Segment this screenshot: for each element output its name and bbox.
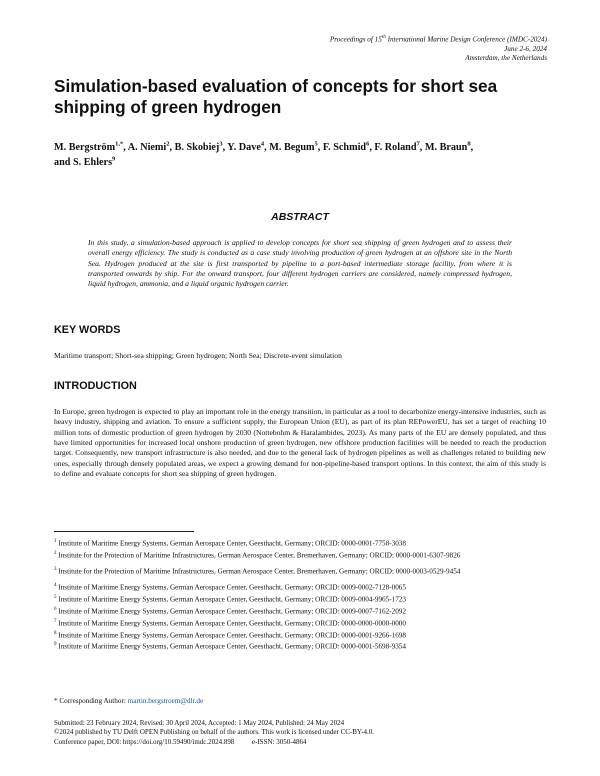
doi-row xyxy=(54,738,546,747)
author: B. Skobiej$^3$, xyxy=(174,140,228,153)
author: M. Bergström$^{1,*}$, xyxy=(54,140,128,153)
author: A. Niemi$^2$, xyxy=(127,140,175,153)
footnote: $^1$ Institute of Maritime Energy Systems, German Aerospace Center, Geesthacht, Germany; ORCID: 0000-0001-7758-3038 xyxy=(54,539,406,548)
author: M. Begum$^5$, xyxy=(269,140,323,153)
author: and S. Ehlers$^9$ xyxy=(54,155,116,168)
conference-location: Amsterdam, the Netherlands xyxy=(465,53,547,62)
footnote-divider xyxy=(54,531,194,532)
abstract-heading: ABSTRACT xyxy=(271,211,329,223)
introduction-heading: INTRODUCTION xyxy=(54,380,137,392)
publication-footer xyxy=(54,719,546,747)
corresponding-author: * Corresponding Author: martin.bergstroem@dlr.de xyxy=(54,697,204,705)
author-list xyxy=(54,140,554,170)
author: M. Braun$^8$, xyxy=(424,140,474,153)
conference-name: Proceedings of 15th International Marine Design Conference (IMDC-2024) xyxy=(329,35,547,44)
issn-line: e-ISSN: 3050-4864 xyxy=(251,737,307,746)
footnote: $^3$ Institute for the Protection of Maritime Infrastructures, German Aerospace Center, Bremerhaven, Germany; ORCID: 0000-0003-0529-9454 xyxy=(54,567,461,576)
author: F. Schmid$^6$, xyxy=(322,140,375,153)
doi-line[interactable]: Conference paper, DOI: https://doi.org/10.59490/imdc.2024.898 xyxy=(54,737,235,746)
keywords-heading: KEY WORDS xyxy=(54,324,121,336)
footnote: $^7$ Institute of Maritime Energy Systems, German Aerospace Center, Geesthacht, Germany; ORCID: 0000-0000-0000-0000 xyxy=(54,618,406,628)
introduction-text: In Europe, green hydrogen is expected to play an important role in the energy transition, in particular as a tool to decarbonize energy-intensive industries, such as heavy industry, shipping and aviation. To ensure a sufficient supply, the European Union (EU), as part of its plan REPowerEU, has set a target of reaching 10 million tons of domestic production of green hydrogen by 2030 (Nottebohm & Haralambides, 2023). As many parts of the EU are densely populated, and thus have limited opportunities for increased local onshore production of green hydrogen, new offshore production facilities will be needed to reach the production target. Consequently, new transport infrastructure is also needed, and due to the general lack of hydrogen pipelines as well as challenges related to building new ones, especially through densely populated areas, we expect a growing demand for non-pipeline-based transport options. In this context, the aim of this study is to define and evaluate concepts for short sea shipping of green hydrogen. xyxy=(54,407,546,479)
keywords-text: Maritime transport; Short-sea shipping; Green hydrogen; North Sea; Discrete-event simulation xyxy=(54,351,342,360)
license-line: ©2024 published by TU Delft OPEN Publishing on behalf of the authors. This work is licensed under CC-BY-4.0. xyxy=(54,728,375,737)
author: F. Roland$^7$, xyxy=(374,140,425,153)
conference-header xyxy=(330,33,547,63)
corresponding-email-link[interactable]: martin.bergstroem@dlr.de xyxy=(127,697,204,705)
footnote: $^4$ Institute of Maritime Energy Systems, German Aerospace Center, Geesthacht, Germany; ORCID: 0009-0002-7128-0065 xyxy=(54,583,406,592)
footnote: $^5$ Institute of Maritime Energy Systems, German Aerospace Center, Geesthacht, Germany; ORCID: 0009-0004-9965-1723 xyxy=(54,595,406,604)
footnote: $^8$ Institute of Maritime Energy Systems, German Aerospace Center, Geesthacht, Germany; ORCID: 0000-0001-9266-1698 xyxy=(54,630,406,639)
footnote: $^6$ Institute of Maritime Energy Systems, German Aerospace Center, Geesthacht, Germany; ORCID: 0009-0007-7162-2092 xyxy=(54,606,406,616)
abstract-text: In this study, a simulation-based approach is applied to develop concepts for short sea shipping of green hydrogen and to assess their overall energy efficiency. The study is conducted as a case study involving production of green hydrogen at an offshore site in the North Sea. Hydrogen produced at the site is first transported by pipeline to a port-based intermediate storage facility, from where it is transported onwards by ship. For the onward transport, four different hydrogen carriers are considered, namely compressed hydrogen, liquid hydrogen, ammonia, and a liquid organic hydrogen carrier. xyxy=(88,238,512,289)
submission-dates: Submitted: 23 February 2024, Revised: 30 April 2024, Accepted: 1 May 2024, Published: 24 May 2024 xyxy=(54,719,345,727)
conference-dates: June 2-6, 2024 xyxy=(504,44,547,53)
footnote: $^9$ Institute of Maritime Energy Systems, German Aerospace Center, Geesthacht, Germany; ORCID: 0000-0001-5698-9354 xyxy=(54,642,406,651)
paper-title: Simulation-based evaluation of concepts for short sea shipping of green hydrogen xyxy=(54,76,498,117)
footnote: $^2$ Institute for the Protection of Maritime Infrastructures, German Aerospace Center, Bremerhaven, Germany; ORCID: 0000-0001-6307-9826 xyxy=(54,550,461,560)
footnotes xyxy=(54,537,549,652)
author: Y. Dave$^4$, xyxy=(227,140,270,153)
